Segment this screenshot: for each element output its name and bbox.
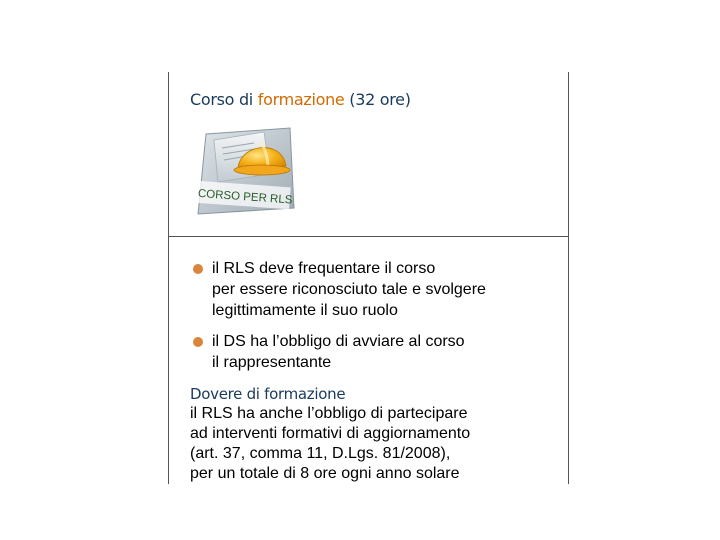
body-line: ad interventi formativi di aggiornamento	[190, 425, 471, 442]
page-title	[190, 90, 411, 109]
bullet-dot-icon	[193, 337, 203, 347]
right-border	[568, 72, 569, 484]
hard-hat-icon	[192, 126, 296, 216]
bullet-line: per essere riconosciuto tale e svolgere	[212, 281, 486, 298]
title-part-1: Corso di	[190, 90, 258, 109]
bullet-line: legittimamente il suo ruolo	[212, 302, 398, 319]
corso-rls-logo	[192, 126, 296, 216]
bullet-line: il DS ha l’obbligo di avviare al corso	[212, 333, 465, 350]
bullet-line: il RLS deve frequentare il corso	[212, 260, 436, 277]
left-border	[168, 72, 169, 484]
bullet-dot-icon	[193, 264, 203, 274]
body-line: il RLS ha anche l’obbligo di partecipare	[190, 405, 468, 422]
title-part-2: formazione	[257, 90, 345, 109]
list-item	[192, 331, 562, 373]
title-part-3: (32 ore)	[344, 90, 411, 109]
body-line: (art. 37, comma 11, D.Lgs. 81/2008),	[190, 445, 451, 462]
bullet-line: il rappresentante	[212, 354, 332, 371]
body-line: per un totale di 8 ore ogni anno solare	[190, 465, 460, 482]
section-heading: Dovere di formazione	[190, 385, 346, 403]
logo-text: CORSO PER RLS	[197, 187, 293, 207]
bullet-list	[192, 258, 562, 383]
section-body	[190, 404, 560, 484]
section-divider	[168, 236, 569, 237]
list-item	[192, 258, 562, 321]
